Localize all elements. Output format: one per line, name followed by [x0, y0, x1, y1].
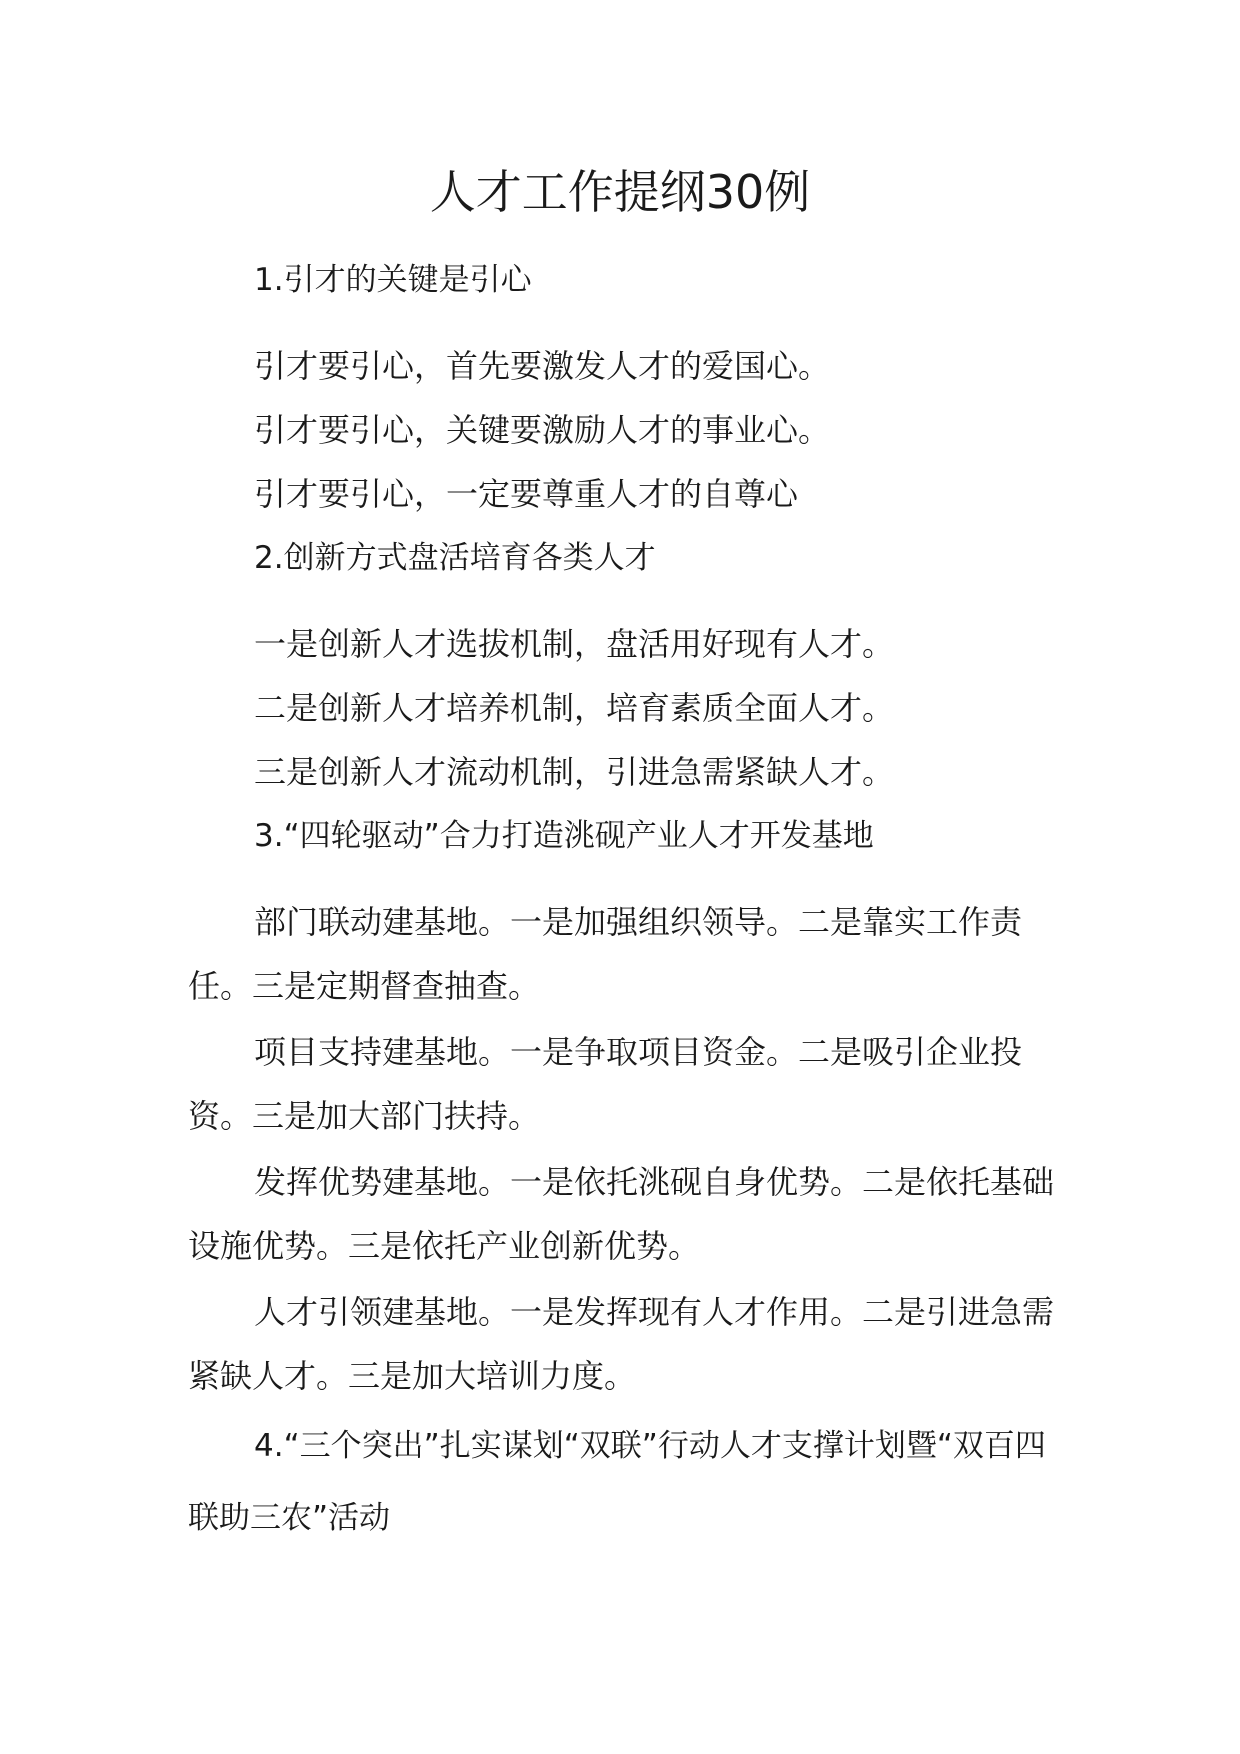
body-paragraph-9: 发挥优势建基地。一是依托洮砚自身优势。二是依托基础设施优势。三是依托产业创新优势。 — [188, 1163, 1055, 1265]
body-paragraph-6: 三是创新人才流动机制，引进急需紧缺人才。 — [254, 753, 895, 791]
body-paragraph-8: 项目支持建基地。一是争取项目资金。二是吸引企业投资。三是加大部门扶持。 — [188, 1033, 1023, 1135]
body-paragraph-10: 人才引领建基地。一是发挥现有人才作用。二是引进急需紧缺人才。三是加大培训力度。 — [188, 1293, 1055, 1395]
body-paragraph-4: 一是创新人才选拔机制，盘活用好现有人才。 — [254, 625, 895, 663]
body-paragraph-2: 引才要引心，关键要激励人才的事业心。 — [254, 411, 831, 449]
section-heading-2: 2.创新方式盘活培育各类人才 — [254, 540, 656, 576]
body-paragraph-1: 引才要引心，首先要激发人才的爱国心。 — [254, 347, 831, 385]
document-title: 人才工作提纲30例 — [429, 165, 811, 219]
section-heading-4: 4.“三个突出”扎实谋划“双联”行动人才支撑计划暨“双百四联助三农”活动 — [188, 1428, 1046, 1536]
section-heading-1: 1.引才的关键是引心 — [254, 262, 532, 298]
body-paragraph-5: 二是创新人才培养机制，培育素质全面人才。 — [254, 689, 895, 727]
section-heading-3: 3.“四轮驱动”合力打造洮砚产业人才开发基地 — [254, 818, 874, 854]
body-paragraph-3: 引才要引心，一定要尊重人才的自尊心 — [254, 475, 799, 513]
body-paragraph-7: 部门联动建基地。一是加强组织领导。二是靠实工作责任。三是定期督查抽查。 — [188, 903, 1023, 1005]
